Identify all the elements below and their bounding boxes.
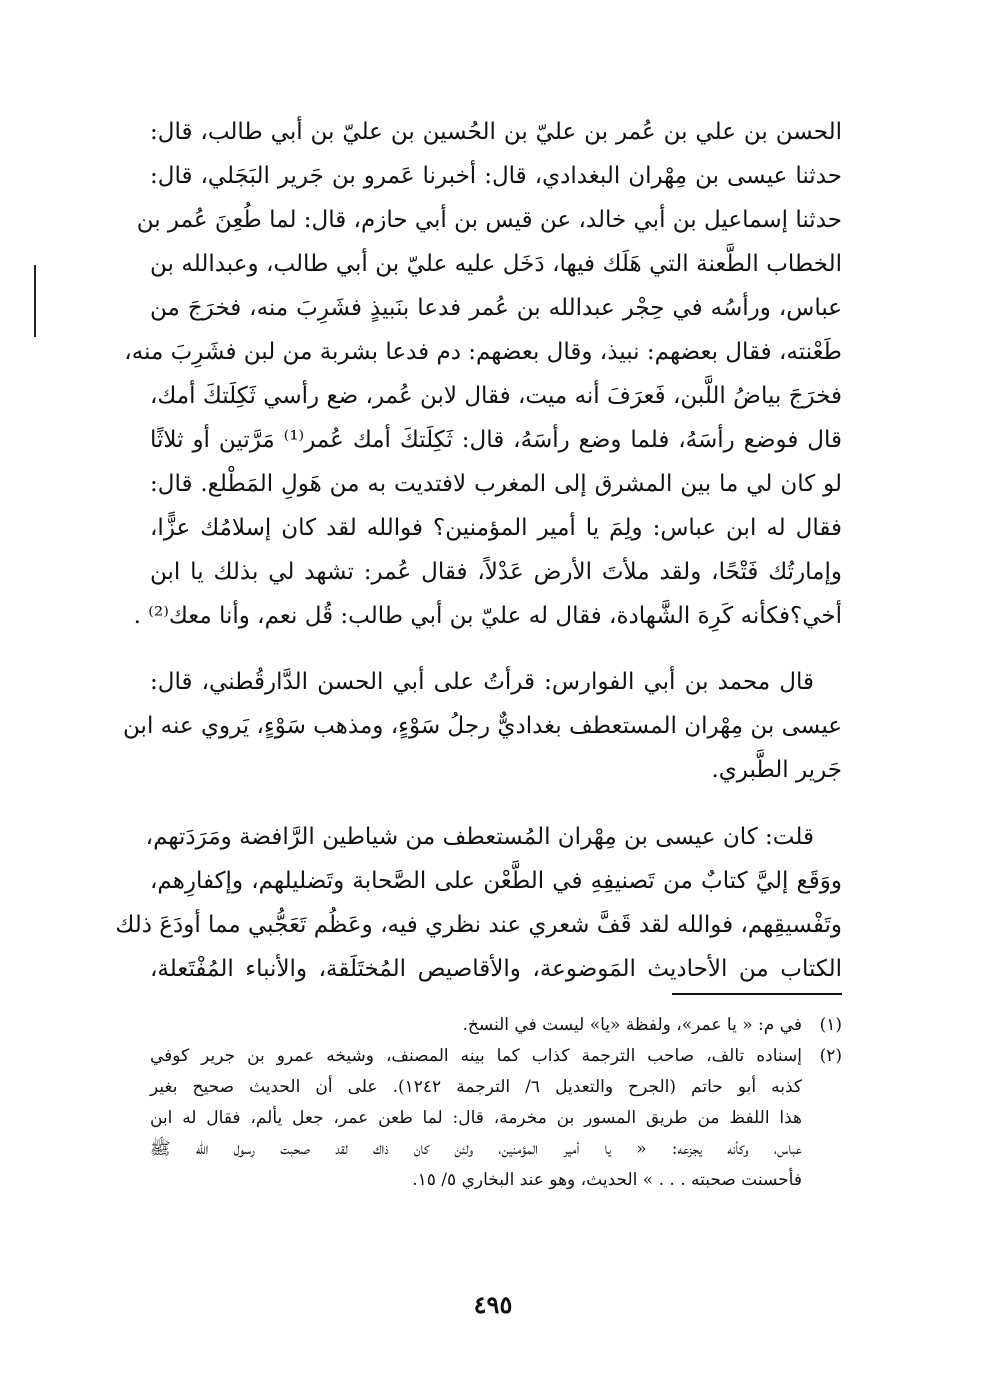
- footnote-body: [150, 1041, 802, 1196]
- text-line: حدثنا عيسى بن مِهْران البغدادي، قال: أخبرنا عَمرو بن جَرير البَجَلي، قال:: [150, 163, 842, 189]
- text-line: عباس، ورأسُه في حِجْر عبدالله بن عُمر فدعا بنَبيذٍ فشَرِبَ منه، فخرَجَ من: [150, 295, 842, 321]
- footnote-line: إسناده تالف، صاحب الترجمة كذاب كما بينه المصنف، وشيخه عمرو بن جرير كوفي: [150, 1046, 802, 1066]
- text-line: وإمارتُك فَتْحًا، ولقد ملأتَ الأرض عَدْلاً، فقال عُمر: تشهد لي بذلك يا ابن: [150, 559, 842, 585]
- text-line: قلت: كان عيسى بن مِهْران المُستعطف من شياطين الرَّافضة ومَرَدَتهم،: [145, 824, 814, 850]
- footnote-line: عباس، وكأنه يجزعه: « يا أمير المؤمنين، ولئن كان ذاك لقد صحبت رسول الله ﷺ: [150, 1139, 802, 1159]
- footnote-line: فأحسنت صحبته . . . » الحديث، وهو عند البخاري ٥/ ١٥.: [412, 1170, 802, 1190]
- text-line: طَعْنته، فقال بعضهم: نبيذ، وقال بعضهم: دم فدعا بشربة من لبن فشَرِبَ منه،: [124, 339, 842, 365]
- footnote-1: [150, 1010, 842, 1041]
- footnote-line: في م: « يا عمر»، ولفظة «يا» ليست في النسخ.: [462, 1015, 802, 1035]
- footnote-line: كذبه أبو حاتم (الجرح والتعديل ٦/ الترجمة ١٢٤٢). على أن الحديث صحيح بغير: [150, 1077, 803, 1097]
- text-line: الحسن بن علي بن عُمر بن عليّ بن الحُسين بن عليّ بن أبي طالب، قال:: [150, 119, 842, 145]
- paragraph-hadith-narration: [124, 110, 842, 638]
- text-line: الخطاب الطَّعنة التي هَلَك فيها، دَخَل عليه عليّ بن أبي طالب، وعبدالله بن: [150, 251, 842, 277]
- text-line: لو كان لي ما بين المشرق إلى المغرب لافتديت به من هَولِ المَطْلع. قال:: [150, 471, 842, 497]
- text-line: قال فوضع رأسَهُ، فلما وضع رأسَهُ، قال: ثَكِلَتكَ أمك عُمر⁽¹⁾ مَرَّتين أو ثلاثًا: [150, 427, 842, 453]
- text-line: قال محمد بن أبي الفوارس: قرأتُ على أبي الحسن الدَّارقُطني، قال:: [150, 669, 814, 695]
- footnote-body: [150, 1010, 802, 1041]
- text-line: وتَفْسيقِهم، فوالله لقد قَفَّ شعري عند نظري فيه، وعَظُم تَعَجُّبي مما أودَعَ ذلك: [115, 912, 842, 938]
- footnote-line: هذا اللفظ من طريق المسور بن مخرمة، قال: لما طعن عمر، جعل يألم، فقال له ابن: [150, 1108, 802, 1128]
- text-line: ووَقَع إليَّ كتابٌ من تَصنيفِهِ في الطَّعْن على الصَّحابة وتَضليلهم، وإكفارِهم،: [150, 868, 842, 894]
- footnote-separator: [672, 993, 842, 995]
- footnote-number: (١): [819, 1015, 842, 1035]
- paragraph-author-comment: [115, 815, 842, 991]
- text-line: أخي؟فكأنه كَرِهَ الشَّهادة، فقال له عليّ بن أبي طالب: قُل نعم، وأنا معك⁽²⁾ .: [133, 603, 842, 629]
- text-line: جَرير الطَّبري.: [711, 757, 842, 783]
- paragraph-daraqutni-quote: [123, 660, 842, 792]
- footnotes: [150, 1010, 842, 1196]
- text-line: فقال له ابن عباس: ولِمَ يا أمير المؤمنين؟ فوالله لقد كان إسلامُك عزًّا،: [150, 515, 842, 541]
- text-line: فخرَجَ بياضُ اللَّبن، فَعرَفَ أنه ميت، فقال لابن عُمر، ضع رأسي ثَكِلَتكَ أمك،: [150, 383, 842, 409]
- footnote-2: [150, 1041, 842, 1196]
- footnote-number: (٢): [819, 1046, 842, 1066]
- text-line: الكتاب من الأحاديث المَوضوعة، والأقاصيص المُختَلَقة، والأنباء المُفْتَعلة،: [150, 956, 842, 982]
- text-line: عيسى بن مِهْران المستعطف بغداديٌّ رجلُ سَوْءٍ، ومذهب سَوْءٍ، يَروي عنه ابن: [123, 713, 842, 739]
- page-number: ٤٩٥: [473, 1290, 513, 1319]
- margin-mark: [34, 265, 36, 337]
- text-line: حدثنا إسماعيل بن أبي خالد، عن قيس بن أبي حازم، قال: لما طُعِنَ عُمر بن: [136, 207, 842, 233]
